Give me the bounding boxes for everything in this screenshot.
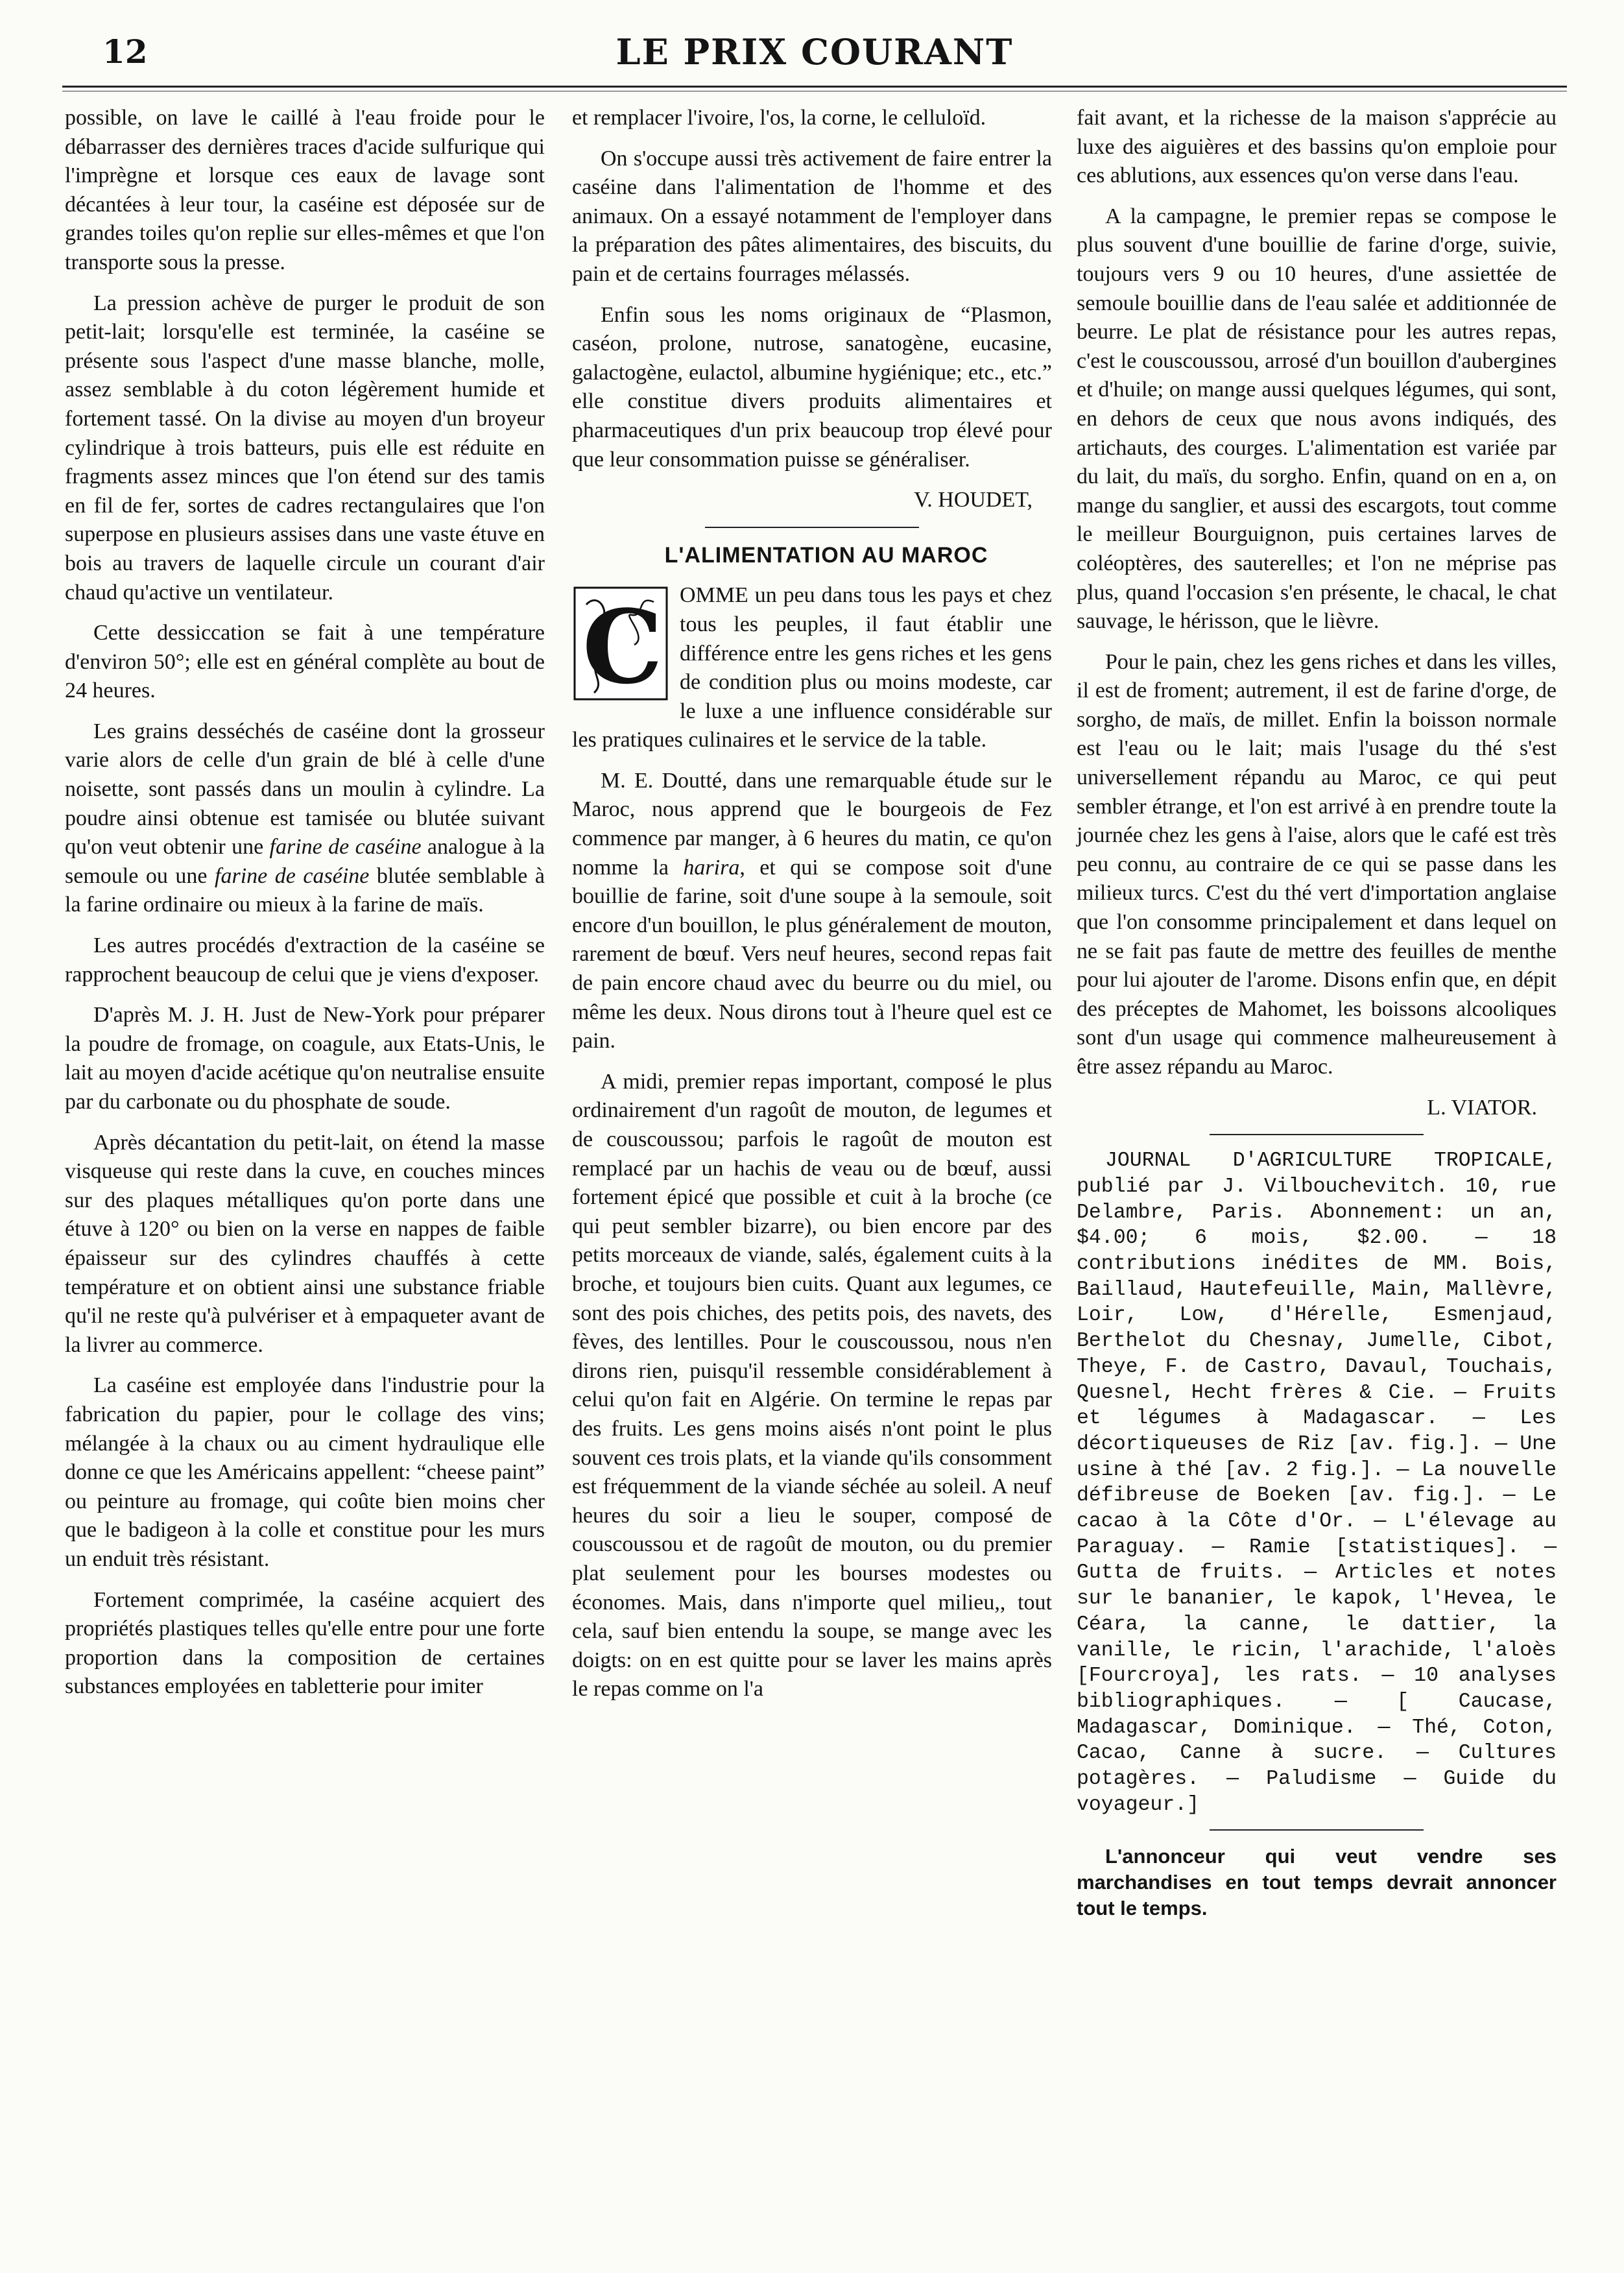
paragraph: possible, on lave le caillé à l'eau froide pour le débarrasser des dernières traces d'acide sulfurique qui l'imprègne et lorsque ces eaux de lavage sont décantées à leur tour, la caséine est déposée sur de grandes toiles qu'on replie sur elles-mêmes et que l'on transporte sous la presse. (65, 106, 545, 274)
notice-divider (1210, 1829, 1424, 1831)
paragraph (65, 717, 545, 920)
paragraph: La caséine est employée dans l'industrie pour la fabrication du papier, pour le collage des vins; mélangée à la chaux ou au ciment hydraulique elle donne ce que les Américains appellent: “cheese paint” ou peinture au fromage, qui coûte bien moins cher que le badigeon à la colle et constitue pour les murs un enduit très résistant. (65, 1373, 545, 1571)
article-title: L'ALIMENTATION AU MAROC (664, 542, 988, 568)
journal-notice: JOURNAL D'AGRICULTURE TROPICALE, publié par J. Vilbouchevitch. 10, rue Delambre, Paris. Abonnement: un an, $4.00; 6 mois, $2.00. — 18 contributions inédites de MM. Bois, Baillaud, Hautefeuille, Main, Mallèvre, Loir, Low, d'Hérelle, Esmenjaud, Berthelot du Chesnay, Jumelle, Cibot, Theye, F. de Castro, Davaul, Touchais, Quesnel, Hecht frères & Cie. — Fruits et légumes à Madagascar. — Les décortiqueuses de Riz [av. fig.]. — Une usine à thé [av. 2 fig.]. — La nouvelle défibreuse de Boeken [av. fig.]. — Le cacao à la Côte d'Or. — L'élevage au Paraguay. — Ramie [statistiques]. — Gutta de fruits. — Articles et notes sur le bananier, le kapok, l'Hevea, le Céara, la canne, le dattier, la vanille, le ricin, l'arachide, l'aloès [Fourcroya], les rats. — 10 analyses bibliographiques. — [ Caucase, Madagascar, Dominique. — Thé, Coton, Cacao, Canne à sucre. — Cultures potagères. — Paludisme — Guide du voyageur.] (1077, 1149, 1557, 1816)
header-rule (62, 86, 1567, 88)
column-1 (65, 104, 545, 1713)
advertiser-note: L'annonceur qui veut vendre ses marchandises en tout temps devrait annoncer tout le temps. (1077, 1845, 1557, 1920)
paragraph: Pour le pain, chez les gens riches et dans les villes, il est de froment; autrement, il est de farine d'orge, de sorgho, de maïs, de millet. Enfin la boisson normale est l'eau ou le lait; mais l'usage du thé s'est universellement répandu au Maroc, ce qui peut sembler étrange, et l'on est arrivé à en prendre toute la journée chez les gens à l'aise, alors que le café est très peu connu, au contraire de ce qui se passe dans les milieux turcs. C'est du thé vert d'importation anglaise que l'on consomme principalement et dans lequel on ne se fait pas faute de mettre des feuilles de menthe pour lui ajouter de l'arome. Disons enfin que, en dépit des préceptes de Mahomet, les boissons alcooliques sont d'un usage qui commence malheureusement à être assez répandu au Maroc. (1077, 649, 1557, 1079)
paragraph: Fortement comprimée, la caséine acquiert des propriétés plastiques telles qu'elle entre pour une forte proportion dans la composition de certaines substances employées en tabletterie pour imiter (65, 1587, 545, 1699)
paragraph: Après décantation du petit-lait, on étend la masse visqueuse qui reste dans la cuve, en couches minces sur des plaques métalliques qu'on porte dans une étuve à 120° ou bien on la verse en nappes de faible épaisseur sur des cylindres chauffés à cette température et on obtient ainsi une substance friable qu'il ne reste qu'à pulvériser et à empaqueter avant de la livrer au commerce. (65, 1130, 545, 1357)
italic-term: farine de caséine (269, 835, 422, 860)
paragraph (572, 581, 1052, 755)
article-signature: L. VIATOR. (1427, 1095, 1537, 1120)
italic-term: harira (683, 855, 740, 880)
column-2 (572, 104, 1052, 1716)
dropcap-text: C (582, 588, 663, 703)
paragraph: D'après M. J. H. Just de New-York pour préparer la poudre de fromage, on coagule, aux Etats-Unis, le lait au moyen d'acide acétique qu'on neutralise ensuite par du carbonate ou du phosphate de soude. (65, 1003, 545, 1114)
paragraph: Enfin sous les noms originaux de “Plasmon, caséon, prolone, nutrose, sanatogène, eucasine, galactogène, eulactol, albumine hygiénique; etc., etc.” elle constitue divers produits alimentaires et pharmaceutiques d'un prix beaucoup trop élevé pour que leur consommation puisse se généraliser. (572, 302, 1052, 472)
paragraph: La pression achève de purger le produit de son petit-lait; lorsqu'elle est terminée, la caséine se présente sous l'aspect d'une masse blanche, molle, assez semblable à du coton légèrement humide et fortement tassé. On la divise au moyen d'un broyeur cylindrique à trois batteurs, puis elle est réduite en fragments assez minces que l'on étend sur des tamis en fil de fer, sortes de cadres rectangulaires que l'on superpose en plusieurs assises dans une vaste étuve en bois au travers de laquelle circule un courant d'air chaud qu'active un ventilateur. (65, 291, 545, 605)
text-run: analogue à la semoule ou une (65, 835, 545, 888)
dropcap-letter-icon (572, 585, 669, 702)
paragraph: Cette dessiccation se fait à une température d'environ 50°; elle est en général complète au bout de 24 heures. (65, 621, 545, 703)
text-run: blutée semblable à la farine ordinaire ou mieux à la farine de maïs. (65, 863, 545, 917)
paragraph: et remplacer l'ivoire, l'os, la corne, le celluloïd. (572, 106, 986, 130)
page-number: 12 (102, 32, 148, 71)
masthead-title: LE PRIX COURANT (615, 31, 1014, 73)
article-signature: V. HOUDET, (914, 488, 1033, 512)
paragraph: A la campagne, le premier repas se compose le plus souvent d'une bouillie de farine d'orge, suivie, toujours vers 9 ou 10 heures, d'une assiettée de semoule bouillie dans de l'eau salée et additionnée de beurre. Le plat de résistance pour les autres repas, c'est le couscoussou, arrosé d'un bouillon d'aubergines et d'huile; on mange aussi quelques légumes, qui sont, en dehors de ceux que nous avons indiqués, des artichauts, des courges. L'alimentation est variée par du lait, du maïs, du sorgho. Enfin, quand on en a, on mange du sanglier, et aussi des escargots, tout comme le meilleur Bourguignon, puis certaines larves de coléoptères, des sauterelles; et l'on ne méprise pas plus, quand l'occasion s'en présente, le chacal, le chat sauvage, le hérisson, que le lièvre. (1077, 204, 1557, 634)
article-divider (705, 527, 919, 528)
paragraph (572, 767, 1052, 1056)
paragraph: On s'occupe aussi très activement de faire entrer la caséine dans l'alimentation de l'homme et des animaux. On a essayé notamment de l'employer dans la préparation des pâtes alimentaires, des biscuits, du pain et de certains fourrages mélassés. (572, 146, 1052, 286)
paragraph: Les autres procédés d'extraction de la caséine se rapprochent beaucoup de celui que je viens d'exposer. (65, 933, 545, 987)
article-divider (1210, 1134, 1424, 1135)
text-run: M. E. Doutté, dans une remarquable étude sur le Maroc, nous apprend que le bourgeois de Fez commence par manger, à 6 heures du matin, ce qu'on nomme la (572, 768, 1052, 880)
paragraph: A midi, premier repas important, composé le plus ordinairement d'un ragoût de mouton, de legumes et de couscoussou; parfois le ragoût de mouton est remplacé par un hachis de veau ou de bœuf, aussi fortement épicé que possible et cuit à la broche (ce qui peut sembler bizarre), ou bien encore par des petits morceaux de viande, salés, également cuits à la broche, et toujours bien cuits. Quant aux legumes, ce sont des pois chiches, des petits pois, des navets, des fèves, des lentilles. Pour le couscoussou, nous n'en dirons rien, puisqu'il ressemble considérablement à celui qu'on fait en Algérie. On termine le repas par des fruits. Les gens moins aisés n'ont point le plus souvent ces trois plats, et la viande qu'ils consomment est fréquemment de la viande séchée au soleil. A neuf heures du soir a lieu le souper, composé de couscoussou et de ragoût de mouton, ou du premier plat seulement pour les bourses modestes ou économes. Mais, dans n'importe quel milieu,, tout cela, sauf bien entendu la soupe, se mange avec les doigts: on en est quitte pour se laver les mains après le repas comme on l'a (572, 1069, 1052, 1702)
italic-term: farine de caséine (215, 863, 370, 888)
page-header (62, 26, 1567, 97)
column-3 (1077, 104, 1557, 1933)
text-run: , et qui se compose soit d'une bouillie de farine, soit d'une soupe à la semoule, soit encore d'un bouillon, le plus généralement de mouton, rarement de bœuf. Vers neuf heures, second repas fait de pain encore chaud avec du beurre ou du miel, ou même les deux. Nous dirons tout à l'heure quel est ce pain. (572, 855, 1052, 1053)
paragraph: fait avant, et la richesse de la maison s'apprécie au luxe des aiguières et des bassins qu'on emploie pour ces ablutions, aux essences qu'on verse dans l'eau. (1077, 106, 1557, 188)
text-run: OMME un peu dans tous les pays et chez tous les peuples, il faut établir une différence entre les gens riches et les gens de condition plus ou moins modeste, car le luxe a une influence considérable sur les pratiques culinaires et le service de la table. (572, 583, 1052, 752)
text-run: Les grains desséchés de caséine dont la grosseur varie alors de celle d'un grain de blé à celle d'une noisette, sont passés dans un moulin à cylindre. La poudre ainsi obtenue est tamisée ou blutée suivant qu'on veut obtenir une (65, 719, 545, 860)
